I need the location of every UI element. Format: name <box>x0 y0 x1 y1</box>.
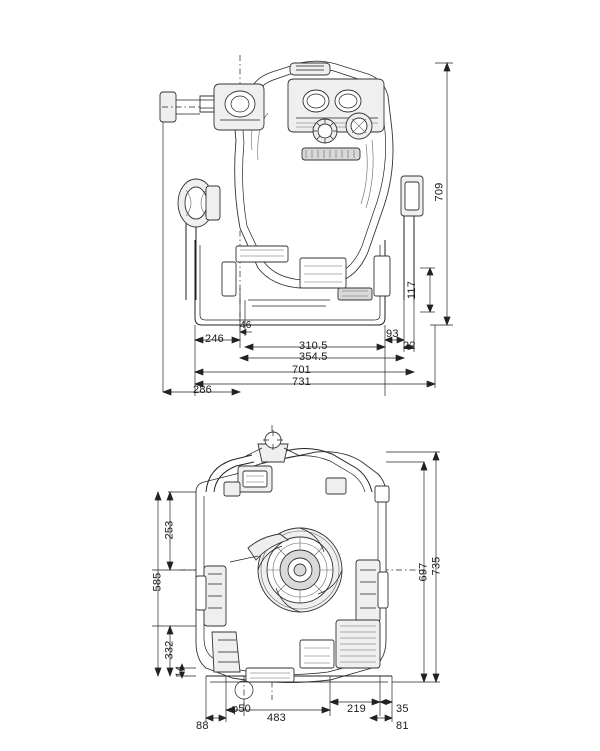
dim-332: 332 <box>163 640 176 660</box>
side-view-group <box>152 425 443 722</box>
dim-phi50: φ50 <box>231 703 251 715</box>
dim-117: 117 <box>406 280 419 300</box>
dim-14: 14 <box>174 665 186 678</box>
dim-46: 46 <box>240 320 252 331</box>
dim-253: 253 <box>163 520 176 540</box>
dim-22: 22 <box>403 340 416 352</box>
dim-697: 697 <box>417 562 430 582</box>
dim-88: 88 <box>196 720 209 732</box>
dim-585: 585 <box>151 572 164 592</box>
dim-310-5: 310.5 <box>299 340 328 352</box>
dim-354-5: 354.5 <box>299 351 328 363</box>
dim-731: 731 <box>292 376 311 388</box>
dim-483: 483 <box>267 712 286 724</box>
dim-219: 219 <box>347 703 366 715</box>
dim-93: 93 <box>386 328 399 340</box>
dim-81: 81 <box>396 720 409 732</box>
dim-735: 735 <box>430 556 443 576</box>
dim-286: 286 <box>193 384 212 396</box>
dim-246: 246 <box>205 333 224 345</box>
dim-701: 701 <box>292 364 311 376</box>
dim-35: 35 <box>396 703 409 715</box>
dim-709: 709 <box>433 182 446 202</box>
